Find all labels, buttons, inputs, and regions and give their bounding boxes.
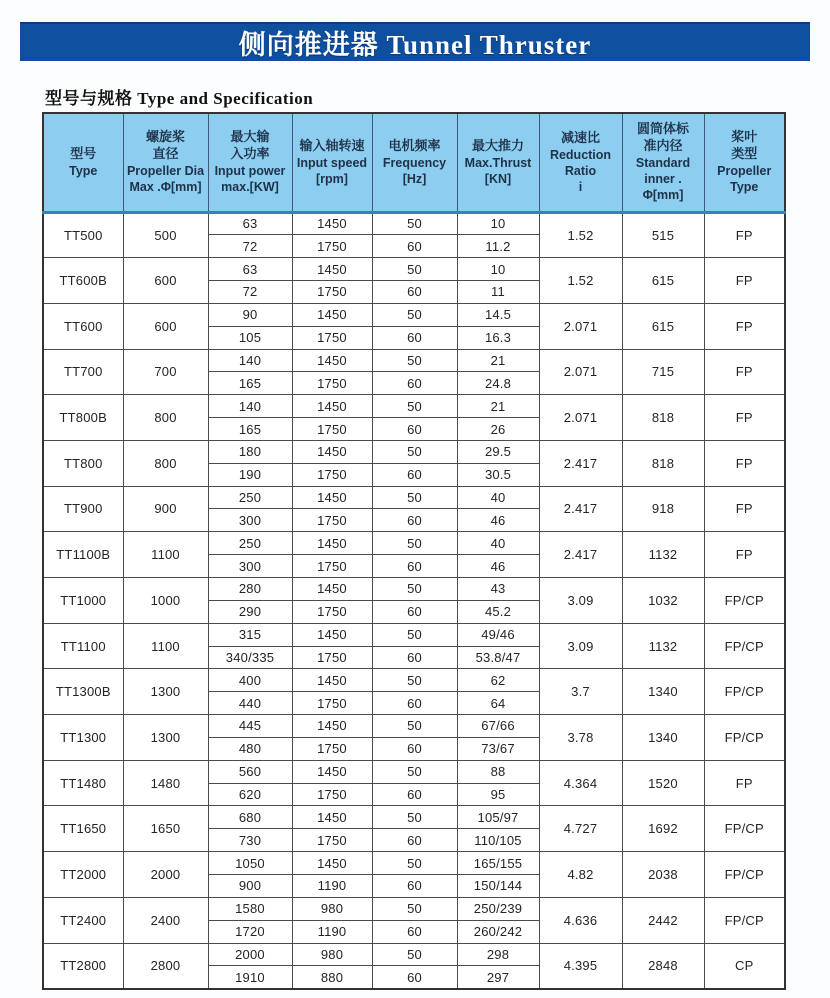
cell-reduction-ratio: 3.78 <box>539 715 622 761</box>
cell-input-power: 140 <box>208 395 292 418</box>
cell-frequency: 50 <box>372 532 457 555</box>
cell-type: TT1300B <box>43 669 123 715</box>
cell-input-power: 72 <box>208 281 292 304</box>
cell-max-thrust: 40 <box>457 532 539 555</box>
cell-reduction-ratio: 4.82 <box>539 852 622 898</box>
header-type: 型号 Type <box>43 113 123 212</box>
cell-input-speed: 1450 <box>292 760 372 783</box>
cell-input-power: 105 <box>208 326 292 349</box>
cell-input-speed: 1450 <box>292 440 372 463</box>
model-row <box>43 806 785 829</box>
cell-frequency: 60 <box>372 829 457 852</box>
cell-frequency: 60 <box>372 920 457 943</box>
cell-max-thrust: 260/242 <box>457 920 539 943</box>
cell-input-power: 280 <box>208 578 292 601</box>
cell-frequency: 50 <box>372 258 457 281</box>
cell-input-power: 445 <box>208 715 292 738</box>
model-row <box>43 486 785 509</box>
cell-standard-inner: 615 <box>622 303 704 349</box>
cell-max-thrust: 64 <box>457 692 539 715</box>
section-heading: 型号与规格 Type and Specification <box>45 89 314 108</box>
header-frequency: 电机频率 Frequency [Hz] <box>372 113 457 212</box>
cell-reduction-ratio: 2.071 <box>539 395 622 441</box>
cell-propeller-type: FP/CP <box>704 578 785 624</box>
cell-input-power: 1580 <box>208 897 292 920</box>
cell-standard-inner: 515 <box>622 212 704 258</box>
cell-input-power: 1050 <box>208 852 292 875</box>
title-banner <box>20 22 810 61</box>
cell-frequency: 60 <box>372 372 457 395</box>
cell-type: TT2800 <box>43 943 123 989</box>
cell-propeller-type: FP <box>704 486 785 532</box>
cell-input-speed: 1450 <box>292 806 372 829</box>
cell-input-power: 63 <box>208 258 292 281</box>
cell-input-power: 440 <box>208 692 292 715</box>
cell-standard-inner: 1340 <box>622 669 704 715</box>
model-row <box>43 669 785 692</box>
header-input-power: 最大输 入功率 Input power max.[KW] <box>208 113 292 212</box>
cell-propeller-type: FP <box>704 303 785 349</box>
cell-propeller-dia: 2400 <box>123 897 208 943</box>
cell-reduction-ratio: 2.417 <box>539 532 622 578</box>
table-header <box>43 113 785 212</box>
cell-propeller-type: FP <box>704 395 785 441</box>
cell-input-speed: 880 <box>292 966 372 989</box>
cell-reduction-ratio: 3.09 <box>539 578 622 624</box>
cell-frequency: 50 <box>372 440 457 463</box>
cell-max-thrust: 40 <box>457 486 539 509</box>
model-row <box>43 349 785 372</box>
cell-max-thrust: 297 <box>457 966 539 989</box>
cell-input-speed: 1750 <box>292 509 372 532</box>
cell-standard-inner: 615 <box>622 258 704 304</box>
model-row <box>43 760 785 783</box>
cell-frequency: 50 <box>372 806 457 829</box>
cell-max-thrust: 21 <box>457 349 539 372</box>
cell-propeller-dia: 1000 <box>123 578 208 624</box>
cell-type: TT1300 <box>43 715 123 761</box>
cell-reduction-ratio: 3.7 <box>539 669 622 715</box>
cell-max-thrust: 14.5 <box>457 303 539 326</box>
cell-frequency: 60 <box>372 966 457 989</box>
cell-max-thrust: 24.8 <box>457 372 539 395</box>
cell-reduction-ratio: 4.727 <box>539 806 622 852</box>
cell-frequency: 60 <box>372 235 457 258</box>
cell-propeller-type: FP/CP <box>704 852 785 898</box>
cell-standard-inner: 918 <box>622 486 704 532</box>
cell-standard-inner: 2848 <box>622 943 704 989</box>
cell-max-thrust: 250/239 <box>457 897 539 920</box>
cell-input-speed: 1450 <box>292 212 372 235</box>
cell-max-thrust: 49/46 <box>457 623 539 646</box>
cell-input-speed: 1450 <box>292 349 372 372</box>
cell-propeller-type: CP <box>704 943 785 989</box>
cell-propeller-dia: 2000 <box>123 852 208 898</box>
cell-input-speed: 1750 <box>292 418 372 441</box>
table-body <box>43 212 785 989</box>
cell-input-power: 560 <box>208 760 292 783</box>
cell-frequency: 50 <box>372 943 457 966</box>
cell-input-power: 1910 <box>208 966 292 989</box>
cell-frequency: 50 <box>372 578 457 601</box>
cell-standard-inner: 715 <box>622 349 704 395</box>
cell-reduction-ratio: 2.417 <box>539 440 622 486</box>
cell-frequency: 50 <box>372 486 457 509</box>
cell-max-thrust: 10 <box>457 212 539 235</box>
spec-table-wrap <box>42 112 784 990</box>
model-row <box>43 623 785 646</box>
spec-table <box>42 112 786 990</box>
cell-standard-inner: 1032 <box>622 578 704 624</box>
cell-input-speed: 1450 <box>292 258 372 281</box>
cell-max-thrust: 298 <box>457 943 539 966</box>
cell-frequency: 50 <box>372 760 457 783</box>
cell-type: TT1100 <box>43 623 123 669</box>
cell-max-thrust: 165/155 <box>457 852 539 875</box>
cell-standard-inner: 1340 <box>622 715 704 761</box>
cell-propeller-dia: 500 <box>123 212 208 258</box>
cell-type: TT800 <box>43 440 123 486</box>
cell-max-thrust: 53.8/47 <box>457 646 539 669</box>
model-row <box>43 532 785 555</box>
cell-type: TT700 <box>43 349 123 395</box>
cell-type: TT600B <box>43 258 123 304</box>
cell-input-power: 90 <box>208 303 292 326</box>
cell-input-speed: 1450 <box>292 486 372 509</box>
cell-input-speed: 1750 <box>292 646 372 669</box>
cell-max-thrust: 21 <box>457 395 539 418</box>
model-row <box>43 440 785 463</box>
cell-standard-inner: 2038 <box>622 852 704 898</box>
cell-max-thrust: 43 <box>457 578 539 601</box>
cell-input-speed: 1450 <box>292 395 372 418</box>
cell-input-power: 315 <box>208 623 292 646</box>
cell-input-power: 300 <box>208 555 292 578</box>
cell-input-power: 1720 <box>208 920 292 943</box>
header-standard-inner: 圆筒体标 准内径 Standard inner . Φ[mm] <box>622 113 704 212</box>
cell-max-thrust: 26 <box>457 418 539 441</box>
cell-frequency: 60 <box>372 281 457 304</box>
cell-frequency: 50 <box>372 395 457 418</box>
cell-input-speed: 1750 <box>292 463 372 486</box>
cell-input-power: 250 <box>208 486 292 509</box>
cell-standard-inner: 2442 <box>622 897 704 943</box>
cell-frequency: 50 <box>372 212 457 235</box>
cell-frequency: 60 <box>372 600 457 623</box>
cell-input-power: 165 <box>208 372 292 395</box>
cell-type: TT500 <box>43 212 123 258</box>
cell-standard-inner: 1692 <box>622 806 704 852</box>
cell-frequency: 60 <box>372 692 457 715</box>
cell-max-thrust: 45.2 <box>457 600 539 623</box>
cell-input-speed: 1750 <box>292 737 372 760</box>
header-input-speed: 输入轴转速 Input speed [rpm] <box>292 113 372 212</box>
model-row <box>43 715 785 738</box>
cell-type: TT2000 <box>43 852 123 898</box>
cell-reduction-ratio: 4.395 <box>539 943 622 989</box>
cell-input-speed: 1750 <box>292 555 372 578</box>
header-propeller-dia: 螺旋桨 直径 Propeller Dia Max .Φ[mm] <box>123 113 208 212</box>
cell-propeller-dia: 600 <box>123 303 208 349</box>
cell-standard-inner: 818 <box>622 395 704 441</box>
cell-frequency: 60 <box>372 555 457 578</box>
cell-input-power: 140 <box>208 349 292 372</box>
cell-max-thrust: 30.5 <box>457 463 539 486</box>
cell-type: TT2400 <box>43 897 123 943</box>
cell-propeller-dia: 1300 <box>123 715 208 761</box>
cell-propeller-type: FP/CP <box>704 669 785 715</box>
cell-max-thrust: 150/144 <box>457 874 539 897</box>
cell-input-power: 620 <box>208 783 292 806</box>
cell-input-power: 900 <box>208 874 292 897</box>
cell-input-speed: 1750 <box>292 281 372 304</box>
cell-type: TT900 <box>43 486 123 532</box>
header-max-thrust: 最大推力 Max.Thrust [KN] <box>457 113 539 212</box>
cell-max-thrust: 46 <box>457 555 539 578</box>
cell-input-speed: 1450 <box>292 532 372 555</box>
cell-input-speed: 1750 <box>292 326 372 349</box>
cell-input-power: 730 <box>208 829 292 852</box>
cell-input-power: 72 <box>208 235 292 258</box>
cell-propeller-dia: 1100 <box>123 623 208 669</box>
cell-max-thrust: 110/105 <box>457 829 539 852</box>
cell-standard-inner: 1132 <box>622 623 704 669</box>
cell-type: TT600 <box>43 303 123 349</box>
cell-max-thrust: 73/67 <box>457 737 539 760</box>
cell-input-speed: 1750 <box>292 829 372 852</box>
cell-frequency: 60 <box>372 326 457 349</box>
cell-type: TT1000 <box>43 578 123 624</box>
cell-input-power: 480 <box>208 737 292 760</box>
cell-reduction-ratio: 4.364 <box>539 760 622 806</box>
cell-standard-inner: 1520 <box>622 760 704 806</box>
page-title: 侧向推进器 Tunnel Thruster <box>238 30 592 60</box>
cell-propeller-type: FP/CP <box>704 715 785 761</box>
cell-propeller-type: FP <box>704 532 785 578</box>
cell-propeller-type: FP <box>704 258 785 304</box>
cell-frequency: 60 <box>372 418 457 441</box>
cell-frequency: 60 <box>372 509 457 532</box>
cell-input-speed: 1450 <box>292 303 372 326</box>
cell-frequency: 50 <box>372 715 457 738</box>
cell-propeller-dia: 800 <box>123 395 208 441</box>
cell-max-thrust: 95 <box>457 783 539 806</box>
cell-propeller-type: FP <box>704 760 785 806</box>
cell-max-thrust: 16.3 <box>457 326 539 349</box>
cell-max-thrust: 10 <box>457 258 539 281</box>
cell-frequency: 60 <box>372 463 457 486</box>
cell-input-speed: 980 <box>292 943 372 966</box>
cell-input-speed: 1450 <box>292 852 372 875</box>
cell-type: TT1650 <box>43 806 123 852</box>
cell-reduction-ratio: 1.52 <box>539 258 622 304</box>
cell-input-speed: 1190 <box>292 874 372 897</box>
cell-input-speed: 1750 <box>292 235 372 258</box>
cell-reduction-ratio: 2.071 <box>539 303 622 349</box>
cell-frequency: 50 <box>372 669 457 692</box>
cell-input-power: 300 <box>208 509 292 532</box>
cell-input-speed: 1750 <box>292 692 372 715</box>
cell-input-speed: 1450 <box>292 715 372 738</box>
cell-frequency: 60 <box>372 737 457 760</box>
cell-propeller-dia: 1100 <box>123 532 208 578</box>
header-row <box>43 113 785 212</box>
cell-input-speed: 1750 <box>292 600 372 623</box>
cell-max-thrust: 67/66 <box>457 715 539 738</box>
cell-max-thrust: 29.5 <box>457 440 539 463</box>
cell-max-thrust: 88 <box>457 760 539 783</box>
cell-input-power: 165 <box>208 418 292 441</box>
cell-propeller-dia: 800 <box>123 440 208 486</box>
cell-type: TT1480 <box>43 760 123 806</box>
cell-input-power: 290 <box>208 600 292 623</box>
cell-propeller-type: FP/CP <box>704 806 785 852</box>
cell-input-power: 63 <box>208 212 292 235</box>
model-row <box>43 578 785 601</box>
cell-propeller-type: FP/CP <box>704 623 785 669</box>
cell-max-thrust: 105/97 <box>457 806 539 829</box>
cell-propeller-type: FP/CP <box>704 897 785 943</box>
cell-type: TT800B <box>43 395 123 441</box>
cell-reduction-ratio: 3.09 <box>539 623 622 669</box>
cell-input-power: 680 <box>208 806 292 829</box>
cell-max-thrust: 46 <box>457 509 539 532</box>
cell-frequency: 50 <box>372 852 457 875</box>
cell-reduction-ratio: 2.071 <box>539 349 622 395</box>
cell-input-power: 340/335 <box>208 646 292 669</box>
cell-input-speed: 1450 <box>292 623 372 646</box>
model-row <box>43 258 785 281</box>
cell-propeller-dia: 700 <box>123 349 208 395</box>
cell-max-thrust: 62 <box>457 669 539 692</box>
cell-input-speed: 1190 <box>292 920 372 943</box>
cell-type: TT1100B <box>43 532 123 578</box>
model-row <box>43 395 785 418</box>
cell-max-thrust: 11 <box>457 281 539 304</box>
cell-propeller-dia: 1480 <box>123 760 208 806</box>
model-row <box>43 852 785 875</box>
cell-propeller-dia: 600 <box>123 258 208 304</box>
cell-propeller-type: FP <box>704 212 785 258</box>
cell-input-power: 250 <box>208 532 292 555</box>
header-propeller-type: 桨叶 类型 Propeller Type <box>704 113 785 212</box>
cell-standard-inner: 1132 <box>622 532 704 578</box>
cell-frequency: 50 <box>372 349 457 372</box>
cell-frequency: 50 <box>372 897 457 920</box>
cell-propeller-dia: 1300 <box>123 669 208 715</box>
cell-frequency: 50 <box>372 623 457 646</box>
cell-reduction-ratio: 4.636 <box>539 897 622 943</box>
cell-reduction-ratio: 1.52 <box>539 212 622 258</box>
cell-input-power: 190 <box>208 463 292 486</box>
cell-input-speed: 1450 <box>292 578 372 601</box>
model-row <box>43 303 785 326</box>
cell-input-power: 400 <box>208 669 292 692</box>
cell-reduction-ratio: 2.417 <box>539 486 622 532</box>
cell-input-speed: 1450 <box>292 669 372 692</box>
model-row <box>43 212 785 235</box>
cell-frequency: 50 <box>372 303 457 326</box>
model-row <box>43 943 785 966</box>
cell-frequency: 60 <box>372 646 457 669</box>
model-row <box>43 897 785 920</box>
cell-frequency: 60 <box>372 783 457 806</box>
cell-propeller-dia: 1650 <box>123 806 208 852</box>
cell-max-thrust: 11.2 <box>457 235 539 258</box>
cell-propeller-dia: 900 <box>123 486 208 532</box>
cell-input-speed: 1750 <box>292 783 372 806</box>
cell-frequency: 60 <box>372 874 457 897</box>
cell-propeller-type: FP <box>704 349 785 395</box>
cell-propeller-dia: 2800 <box>123 943 208 989</box>
header-reduction-ratio: 减速比 Reduction Ratio i <box>539 113 622 212</box>
cell-propeller-type: FP <box>704 440 785 486</box>
cell-input-power: 2000 <box>208 943 292 966</box>
cell-input-speed: 1750 <box>292 372 372 395</box>
cell-input-speed: 980 <box>292 897 372 920</box>
cell-input-power: 180 <box>208 440 292 463</box>
cell-standard-inner: 818 <box>622 440 704 486</box>
